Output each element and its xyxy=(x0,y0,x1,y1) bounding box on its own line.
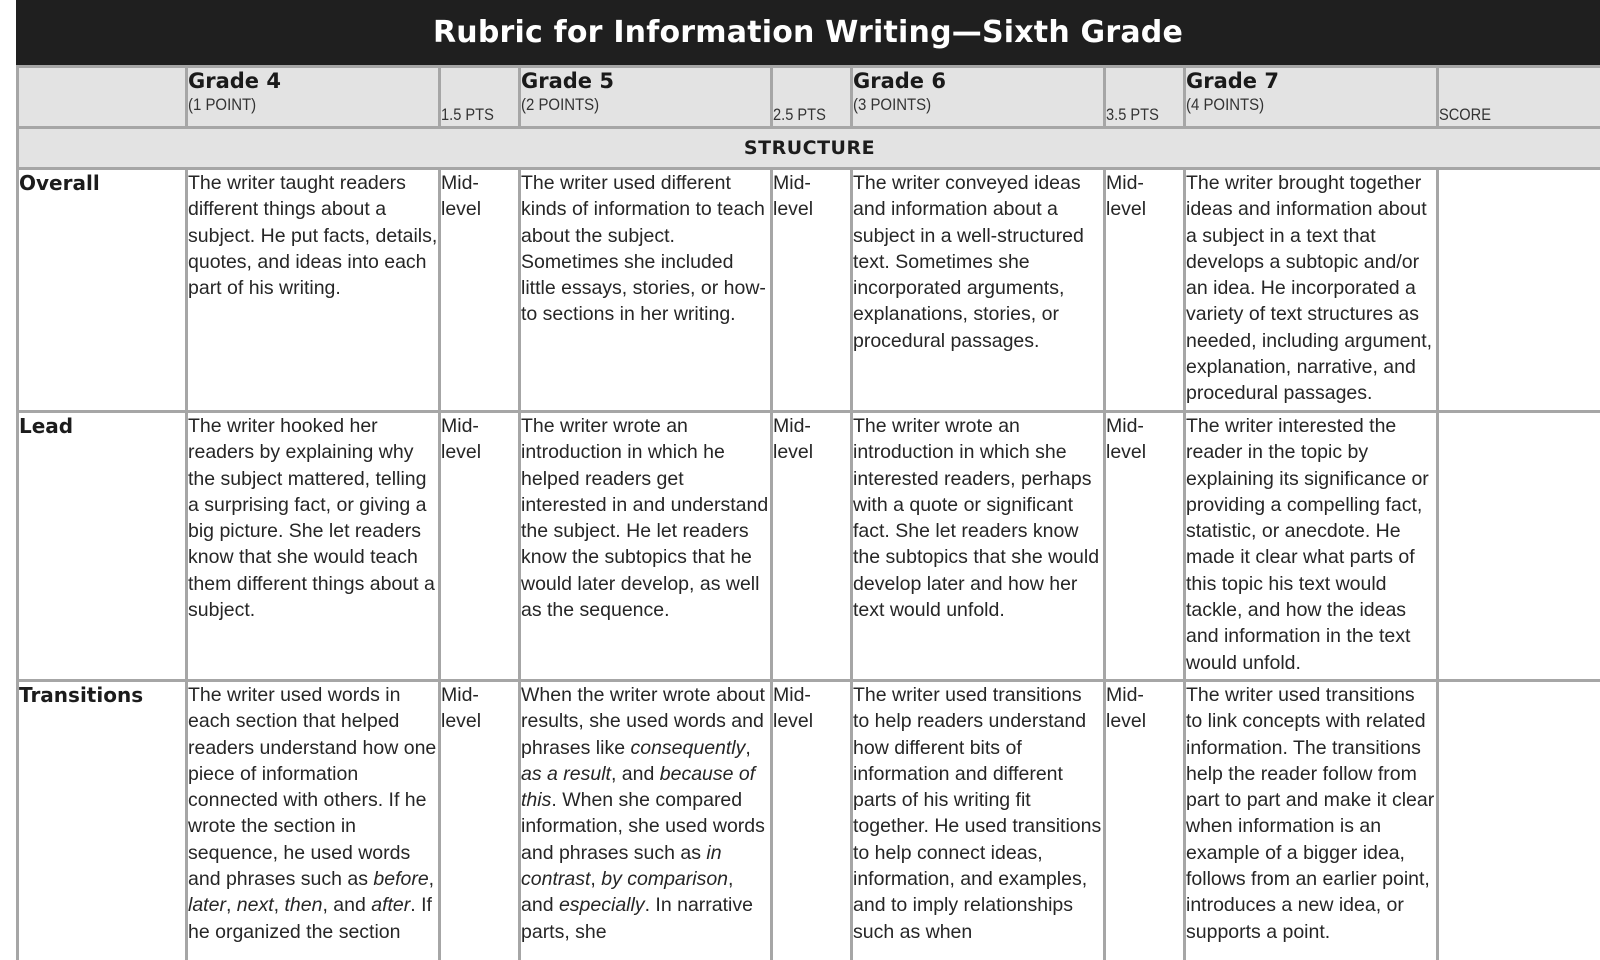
header-grade4 xyxy=(187,67,440,128)
mid-level-line1: Mid- xyxy=(773,415,811,437)
transitions-mid1 xyxy=(440,681,520,960)
transitions-grade4-text: The writer used words in each section that helped readers understand how one piece of information connected with others. If he wrote the section in sequence, he used words and phrases such as before, later, next, then, and after. If he organized the section xyxy=(188,684,437,943)
mid-level-line2: level xyxy=(773,710,814,733)
lead-grade5: The writer wrote an introduction in which he helped readers get interested in and understand the subject. He let readers know the subtopics that he would later develop, as well as the sequence. xyxy=(520,412,772,681)
header-mid1 xyxy=(440,67,520,128)
row-lead xyxy=(18,412,1600,681)
section-row xyxy=(18,128,1600,169)
header-mid3 xyxy=(1105,67,1185,128)
mid-level-line1: Mid- xyxy=(441,172,479,194)
grade7-points: (4 POINTS) xyxy=(1186,95,1265,114)
mid-level-line2: level xyxy=(441,710,482,733)
header-grade7 xyxy=(1185,67,1438,128)
mid-level-line1: Mid- xyxy=(441,415,479,437)
header-score xyxy=(1438,67,1600,128)
mid-level-line1: Mid- xyxy=(1106,172,1144,194)
grade4-points: (1 POINT) xyxy=(188,95,257,114)
transitions-grade4 xyxy=(187,681,440,960)
transitions-mid2 xyxy=(772,681,852,960)
grade6-points: (3 POINTS) xyxy=(853,95,932,114)
section-label: STRUCTURE xyxy=(743,137,876,159)
transitions-mid3 xyxy=(1105,681,1185,960)
mid-level-line1: Mid- xyxy=(1106,415,1144,437)
lead-grade4: The writer hooked her readers by explaining why the subject mattered, telling a surprising fact, or giving a big picture. She let readers know that she would teach them different things about a subject. xyxy=(187,412,440,681)
mid-level-line1: Mid- xyxy=(1106,684,1144,706)
mid-level-line1: Mid- xyxy=(441,684,479,706)
row-label-overall: Overall xyxy=(18,169,187,412)
mid-level-line2: level xyxy=(1106,441,1147,464)
rubric-table xyxy=(16,65,1600,960)
grade5-points: (2 POINTS) xyxy=(521,95,600,114)
lead-grade7: The writer interested the reader in the topic by explaining its significance or providing a compelling fact, statistic, or anecdote. He made it clear what parts of this topic his text would tackle, and how the ideas and information in the text would unfold. xyxy=(1185,412,1438,681)
row-label-transitions: Transitions xyxy=(18,681,187,960)
row-transitions xyxy=(18,681,1600,960)
score-label: SCORE xyxy=(1439,105,1492,124)
page-title: Rubric for Information Writing—Sixth Grade xyxy=(432,15,1184,50)
lead-mid2 xyxy=(772,412,852,681)
lead-mid1 xyxy=(440,412,520,681)
overall-grade4: The writer taught readers different things about a subject. He put facts, details, quotes, and ideas into each part of his writing. xyxy=(187,169,440,412)
mid-level-line2: level xyxy=(1106,710,1147,733)
grade5-name: Grade 5 xyxy=(521,69,614,93)
grade4-name: Grade 4 xyxy=(188,69,281,93)
header-mid2 xyxy=(772,67,852,128)
mid3-points: 3.5 PTS xyxy=(1106,105,1159,124)
transitions-grade6: The writer used transitions to help readers understand how different bits of information and different parts of his writing fit together. He used transitions to help connect ideas, information, and examples, and to imply relationships such as when xyxy=(852,681,1105,960)
header-row xyxy=(18,67,1600,128)
overall-grade6: The writer conveyed ideas and information about a subject in a well-structured text. Sometimes she incorporated arguments, explanations, stories, or procedural passages. xyxy=(852,169,1105,412)
overall-mid2 xyxy=(772,169,852,412)
section-cell xyxy=(18,128,1600,169)
mid-level-line2: level xyxy=(441,198,482,221)
grade7-name: Grade 7 xyxy=(1186,69,1279,93)
lead-grade6: The writer wrote an introduction in which she interested readers, perhaps with a quote or significant fact. She let readers know the subtopics that she would develop later and how her text would unfold. xyxy=(852,412,1105,681)
mid2-points: 2.5 PTS xyxy=(773,105,826,124)
overall-mid3 xyxy=(1105,169,1185,412)
title-bar xyxy=(16,0,1600,65)
row-overall xyxy=(18,169,1600,412)
transitions-grade7: The writer used transitions to link concepts with related information. The transitions help the reader follow from part to part and make it clear when information is an example of a bigger idea, follows from an earlier point, introduces a new idea, or supports a point. xyxy=(1185,681,1438,960)
transitions-score-cell[interactable] xyxy=(1438,681,1600,960)
header-grade6 xyxy=(852,67,1105,128)
mid-level-line1: Mid- xyxy=(773,172,811,194)
transitions-grade5 xyxy=(520,681,772,960)
grade6-name: Grade 6 xyxy=(853,69,946,93)
mid-level-line2: level xyxy=(773,441,814,464)
mid-level-line2: level xyxy=(441,441,482,464)
mid-level-line2: level xyxy=(773,198,814,221)
lead-mid3 xyxy=(1105,412,1185,681)
mid1-points: 1.5 PTS xyxy=(441,105,494,124)
overall-grade5: The writer used different kinds of information to teach about the subject. Sometimes she included little essays, stories, or how-to sections in her writing. xyxy=(520,169,772,412)
row-label-lead: Lead xyxy=(18,412,187,681)
lead-score-cell[interactable] xyxy=(1438,412,1600,681)
overall-score-cell[interactable] xyxy=(1438,169,1600,412)
overall-mid1 xyxy=(440,169,520,412)
mid-level-line1: Mid- xyxy=(773,684,811,706)
rubric-page xyxy=(16,0,1600,960)
overall-grade7: The writer brought together ideas and information about a subject in a text that develops a subtopic and/or an idea. He incorporated a variety of text structures as needed, including argument, explanation, narrative, and procedural passages. xyxy=(1185,169,1438,412)
header-blank-cell xyxy=(18,67,187,128)
mid-level-line2: level xyxy=(1106,198,1147,221)
header-grade5 xyxy=(520,67,772,128)
transitions-grade5-text: When the writer wrote about results, she used words and phrases like consequently, as a result, and because of this. When she compared information, she used words and phrases such as in contrast, by comparison, and especially. In narrative parts, she xyxy=(521,684,765,943)
